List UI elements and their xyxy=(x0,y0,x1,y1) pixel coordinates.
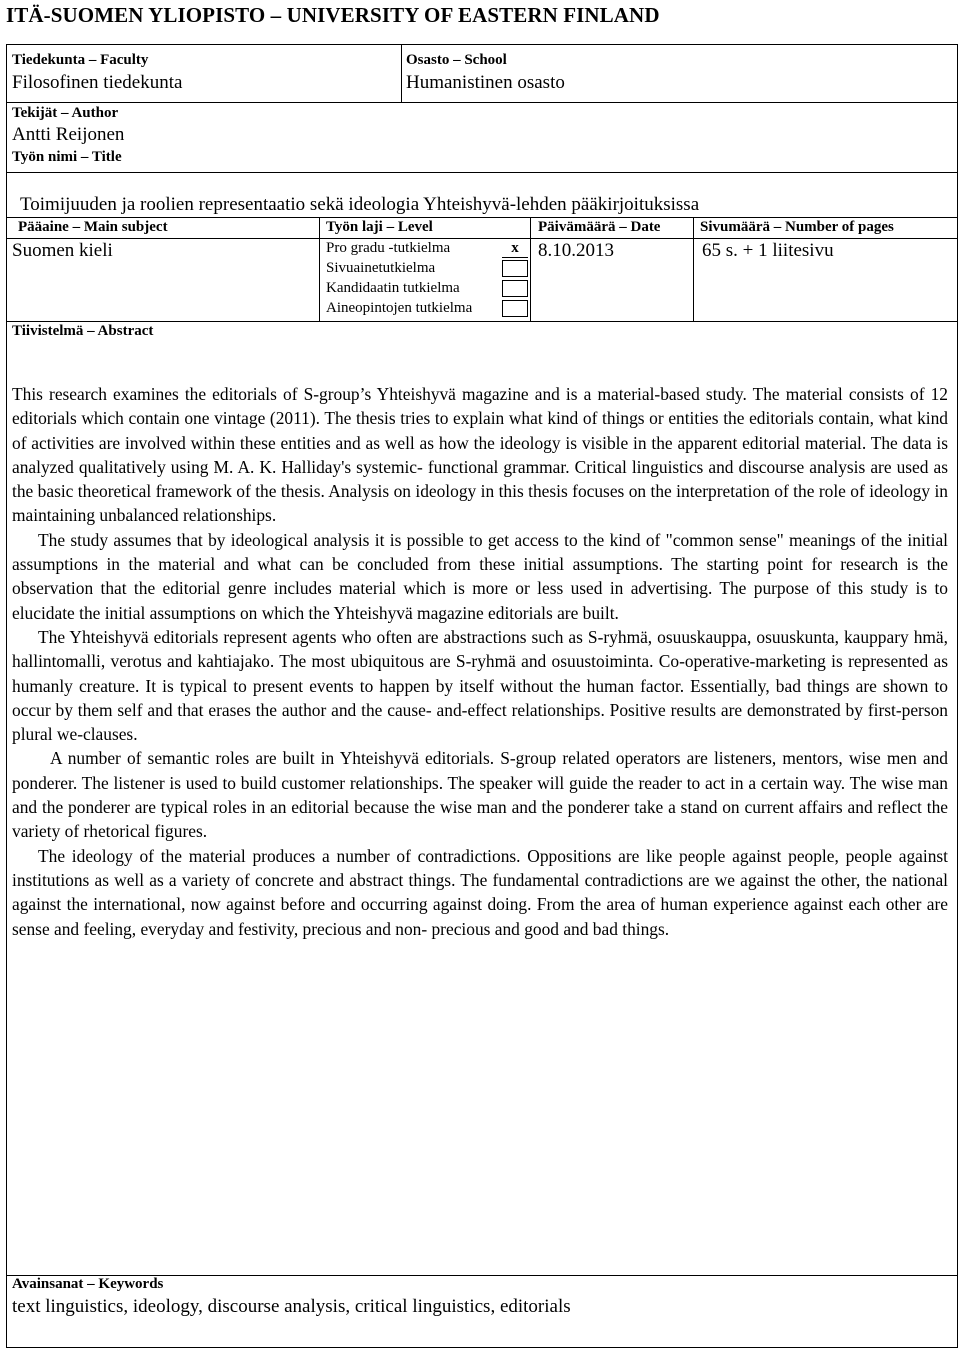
school-value: Humanistinen osasto xyxy=(406,72,565,93)
keywords-label: Avainsanat – Keywords xyxy=(12,1276,164,1292)
pages-label: Sivumäärä – Number of pages xyxy=(700,219,894,235)
rule-subject-header-bottom xyxy=(7,238,957,239)
date-value: 8.10.2013 xyxy=(538,240,614,261)
date-label: Päivämäärä – Date xyxy=(538,219,661,235)
level-checkbox-aineopinnot xyxy=(502,300,528,317)
main-subject-value: Suomen kieli xyxy=(12,240,113,261)
title-label: Työn nimi – Title xyxy=(12,149,122,165)
pages-value: 65 s. + 1 liitesivu xyxy=(702,240,834,261)
level-label: Työn laji – Level xyxy=(326,219,433,235)
abstract-paragraph: This research examines the editorials of S-group’s Yhteishyvä magazine and is a material-based study. The material consists of 12 editorials which contain one vintage (2011). The thesis tries to explain what kind of things or entities the editorials contain, what kind of activities are involved within these entities and as well as how the ideology is visible in the apparent editorial material. The data is analyzed qualitatively using M. A. K. Halliday's systemic- functional grammar. Critical linguistics and discourse analysis are used as the basic theoretical framework of the thesis. Analysis on ideology in this thesis focuses on the interpretation of the role of ideology in maintaining unbalanced relationships. xyxy=(12,384,948,526)
rule-col3 xyxy=(693,217,694,321)
rule-faculty-school-divider xyxy=(401,45,402,102)
author-value: Antti Reijonen xyxy=(12,124,125,145)
rule-author-bottom xyxy=(7,172,957,173)
school-label: Osasto – School xyxy=(406,52,507,68)
level-checkbox-pro-gradu: x xyxy=(502,241,528,258)
author-label: Tekijät – Author xyxy=(12,105,119,121)
rule-abstract-top xyxy=(7,321,957,322)
university-name: ITÄ-SUOMEN YLIOPISTO – UNIVERSITY OF EASTERN FINLAND xyxy=(6,3,660,27)
level-option-pro-gradu: Pro gradu -tutkielma xyxy=(326,240,451,256)
level-checkbox-sivuaine xyxy=(502,260,528,277)
level-option-kandidaatti: Kandidaatin tutkielma xyxy=(326,280,460,296)
main-subject-label: Pääaine – Main subject xyxy=(18,219,168,235)
level-option-aineopinnot: Aineopintojen tutkielma xyxy=(326,300,473,316)
abstract-paragraph: A number of semantic roles are built in Yhteishyvä editorials. S-group related operators are listeners, mentors, wise men and ponderer. The listener is used to build customer relationships. The speaker will guide the reader to act in a certain way. The wise man and the ponderer are typical roles in an editorial because the wise man and the ponderer take a stand on current affairs and reflect the variety of rhetorical figures. xyxy=(12,748,948,842)
keywords-value: text linguistics, ideology, discourse analysis, critical linguistics, editorials xyxy=(12,1296,571,1317)
level-option-sivuaine: Sivuainetutkielma xyxy=(326,260,436,276)
abstract-label: Tiivistelmä – Abstract xyxy=(12,323,154,339)
rule-col2 xyxy=(530,217,531,321)
rule-title-bottom xyxy=(7,217,957,218)
thesis-title: Toimijuuden ja roolien representaatio sekä ideologia Yhteishyvä-lehden pääkirjoituksissa xyxy=(20,194,700,215)
rule-faculty-bottom xyxy=(7,102,957,103)
abstract-paragraph: The study assumes that by ideological analysis it is possible to get access to the kind of "common sense" meanings of the initial assumptions in the material and what can be concluded from these initial assumptions. The starting point for research is the observation that the editorial genre includes material which is more or less used in advertising. The purpose of this study is to elucidate the initial assumptions on which the Yhteishyvä magazine editorials are built. xyxy=(12,529,948,623)
abstract-paragraph: The Yhteishyvä editorials represent agents who often are abstractions such as S-ryhmä, osuuskauppa, osuuskunta, kauppary hmä, hallintomalli, verotus and kahtiajako. The most ubiquitous are S-ryhmä and osuustoiminta. Co-operative-marketing is represented as humanly creature. It is typical to present events to happen by itself without the human factor. Essentially, bad things are shown to occur by them self and that erases the author and the cause- and-effect relationships. Positive results are demonstrated by first-person plural we-clauses. xyxy=(12,626,948,745)
level-checkbox-kandidaatti xyxy=(502,280,528,297)
rule-col1 xyxy=(319,217,320,321)
abstract-paragraph: The ideology of the material produces a number of contradictions. Oppositions are like people against people, people against institutions as well as a variety of concrete and abstract things. The fundamental contradictions are we against the other, the national against the international, now against before and occurring against doing. From the area of human experience against each other are sense and feeling, everyday and festivity, precious and non- precious and good and bad things. xyxy=(12,845,948,939)
abstract-body xyxy=(12,382,948,941)
faculty-label: Tiedekunta – Faculty xyxy=(12,52,149,68)
faculty-value: Filosofinen tiedekunta xyxy=(12,72,183,93)
